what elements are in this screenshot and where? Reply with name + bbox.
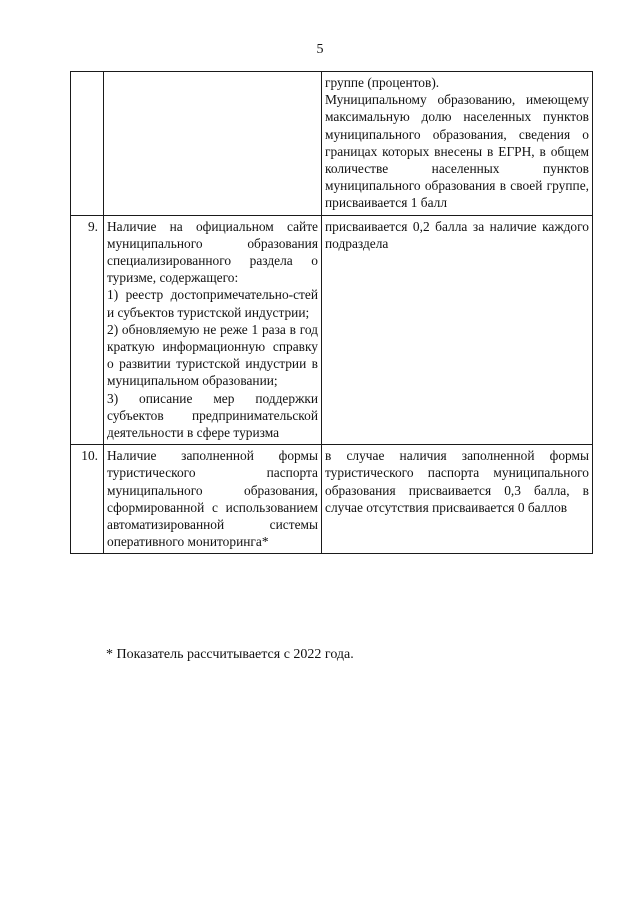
footnote: * Показатель рассчитывается с 2022 года. — [106, 647, 354, 662]
criterion-cell — [104, 215, 322, 445]
score-text: группе (процентов). — [325, 75, 440, 90]
criterion-text: Наличие на официальном сайте муниципального образования специализированного раздела о туризме, содержащего: — [107, 218, 318, 286]
criterion-cell — [104, 72, 322, 216]
score-text: присваивается 0,2 балла за наличие каждого подраздела — [325, 218, 589, 251]
row-number-cell: 10. — [71, 445, 104, 554]
criterion-text: Наличие заполненной формы туристического паспорта муниципального образования, сформированной с использованием автоматизированной системы оперативного мониторинга* — [107, 448, 318, 550]
score-text: Муниципальному образованию, имеющему максимальную долю населенных пунктов муниципального образования, сведения о границах которых внесены в ЕГРН, в общем количестве населенных пунктов муниципального образования в своей группе, присваивается 1 балл — [325, 92, 589, 211]
criterion-item: 2) обновляемую не реже 1 раза в год краткую информационную справку о развитии туристской индустрии в муниципальном образовании; — [107, 321, 318, 389]
table-row-10 — [71, 445, 593, 554]
criterion-item: 1) реестр достопримечательно-стей и субъектов туристской индустрии; — [107, 287, 318, 320]
criterion-cell — [104, 445, 322, 554]
score-cell — [322, 72, 593, 216]
criterion-item: 3) описание мер поддержки субъектов предпринимательской деятельности в сфере туризма — [107, 390, 318, 441]
row-number-cell — [71, 72, 104, 216]
table-row-9 — [71, 215, 593, 445]
score-text: в случае наличия заполненной формы туристического паспорта муниципального образования присваивается 0,3 балла, в случае отсутствия присваивается 0 баллов — [325, 448, 589, 515]
page-number: 5 — [316, 42, 324, 57]
row-number-cell: 9. — [71, 215, 104, 445]
criteria-table — [70, 71, 593, 554]
table-row-continuation — [71, 72, 593, 216]
score-cell — [322, 215, 593, 445]
score-cell — [322, 445, 593, 554]
